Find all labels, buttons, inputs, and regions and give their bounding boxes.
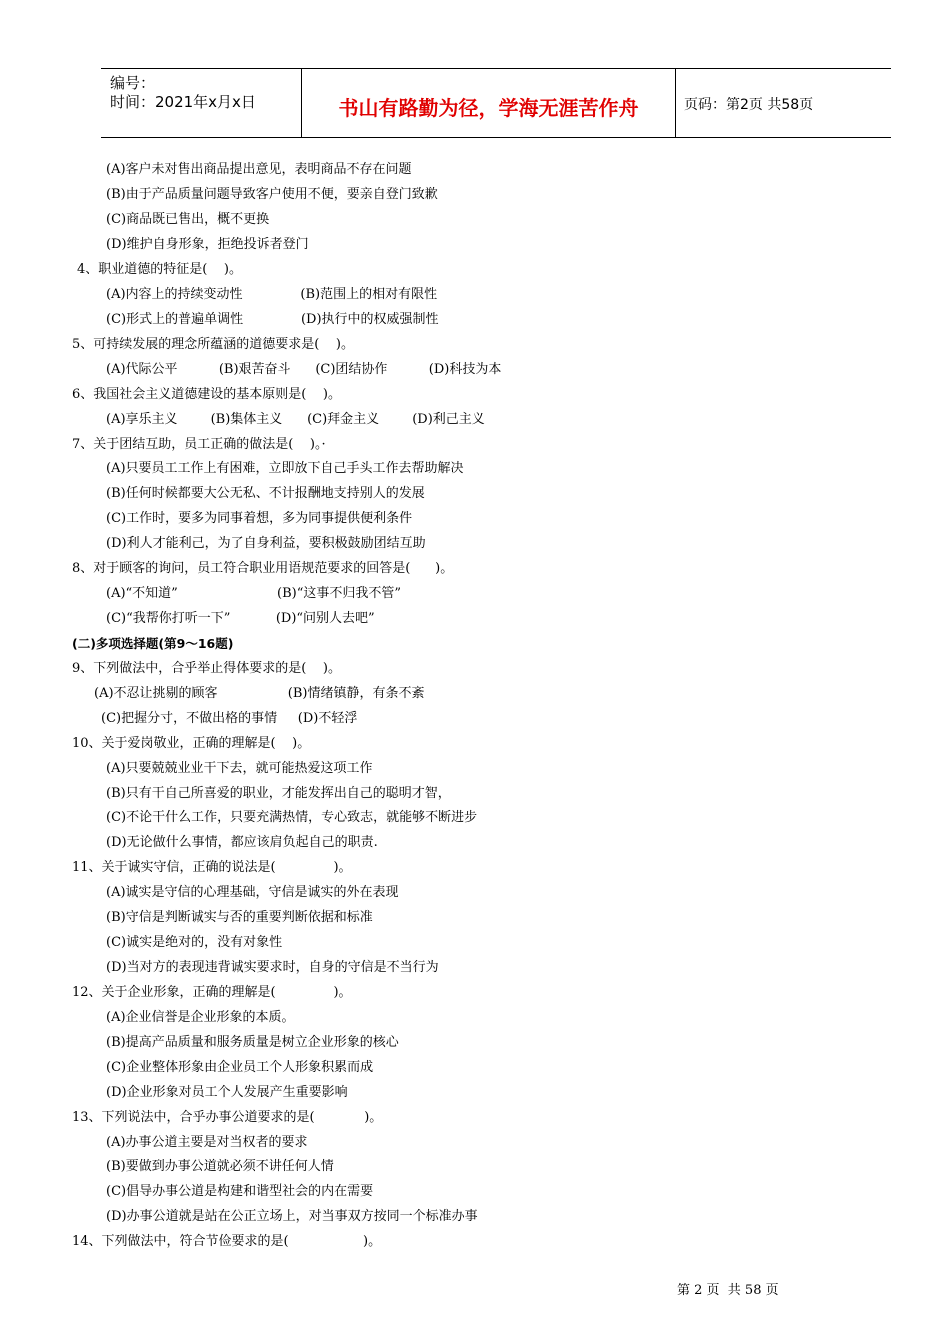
option-line: (C)商品既已售出，概不更换	[106, 212, 270, 227]
option-line: (B)提高产品质量和服务质量是树立企业形象的核心	[106, 1035, 399, 1050]
question-line: 6、我国社会主义道德建设的基本原则是( )。	[72, 387, 341, 402]
option-line: (D)无论做什么事情，都应该肩负起自己的职责.	[106, 835, 378, 850]
option-line: (A)诚实是守信的心理基础，守信是诚实的外在表现	[106, 885, 399, 900]
option-line: (C)工作时，要多为同事着想，多为同事提供便利条件	[106, 511, 413, 526]
page-label: 页码：第2页 共58页	[684, 97, 814, 113]
option-line: (A)不忍让挑剔的顾客 (B)情绪镇静，有条不紊	[94, 686, 425, 701]
option-line: (A)客户未对售出商品提出意见，表明商品不存在问题	[106, 162, 412, 177]
time-label: 时间：2021年x月x日	[110, 93, 256, 111]
option-line: (B)守信是判断诚实与否的重要判断依据和标准	[106, 910, 373, 925]
option-line: (A)享乐主义 (B)集体主义 (C)拜金主义 (D)利己主义	[106, 412, 485, 427]
option-line: (D)办事公道就是站在公正立场上，对当事双方按同一个标准办事	[106, 1209, 478, 1224]
header-motto-cell	[302, 69, 676, 137]
question-line: 4、职业道德的特征是( )。	[77, 262, 242, 277]
option-line: (D)企业形象对员工个人发展产生重要影响	[106, 1085, 348, 1100]
option-line: (D)维护自身形象，拒绝投诉者登门	[106, 237, 309, 252]
option-line: (A)只要兢兢业业干下去，就可能热爱这项工作	[106, 761, 373, 776]
question-line: 7、关于团结互助，员工正确的做法是( )。·	[72, 437, 326, 452]
option-line: (C)诚实是绝对的，没有对象性	[106, 935, 283, 950]
section-heading: (二)多项选择题(第9～16题)	[72, 636, 234, 651]
option-line: (D)利人才能利己，为了自身利益，要积极鼓励团结互助	[106, 536, 426, 551]
option-line: (C)不论干什么工作，只要充满热情，专心致志，就能够不断进步	[106, 810, 478, 825]
option-line: (C)倡导办事公道是构建和谐型社会的内在需要	[106, 1184, 374, 1199]
document-header	[101, 68, 891, 138]
header-info-cell	[101, 69, 302, 137]
option-line: (C)形式上的普遍单调性 (D)执行中的权威强制性	[106, 312, 439, 327]
motto: 书山有路勤为径，学海无涯苦作舟	[338, 96, 639, 120]
header-page-cell	[676, 69, 891, 137]
option-line: (B)任何时候都要大公无私、不计报酬地支持别人的发展	[106, 486, 425, 501]
question-line: 11、关于诚实守信，正确的说法是( )。	[72, 860, 352, 875]
option-line: (A)“不知道” (B)“这事不归我不管”	[106, 586, 401, 601]
option-line: (A)企业信誉是企业形象的本质。	[106, 1010, 295, 1025]
option-line: (A)只要员工工作上有困难，立即放下自己手头工作去帮助解决	[106, 461, 464, 476]
question-line: 10、关于爱岗敬业，正确的理解是( )。	[72, 736, 311, 751]
option-line: (C)把握分寸，不做出格的事情 (D)不轻浮	[101, 711, 358, 726]
option-line: (B)由于产品质量问题导致客户使用不便，要亲自登门致歉	[106, 187, 438, 202]
option-line: (B)要做到办事公道就必须不讲任何人情	[106, 1159, 334, 1174]
option-line: (B)只有干自己所喜爱的职业，才能发挥出自己的聪明才智，	[106, 786, 451, 801]
option-line: (A)办事公道主要是对当权者的要求	[106, 1135, 308, 1150]
question-line: 13、下列说法中，合乎办事公道要求的是( )。	[72, 1110, 383, 1125]
question-line: 8、对于顾客的询问，员工符合职业用语规范要求的回答是( )。	[72, 561, 454, 576]
option-line: (C)企业整体形象由企业员工个人形象积累而成	[106, 1060, 374, 1075]
question-line: 14、下列做法中，符合节俭要求的是( )。	[72, 1234, 382, 1249]
question-line: 12、关于企业形象，正确的理解是( )。	[72, 985, 352, 1000]
option-line: (A)内容上的持续变动性 (B)范围上的相对有限性	[106, 287, 438, 302]
page-footer: 第 2 页 共 58 页	[677, 1283, 779, 1298]
option-line: (C)“我帮你打听一下” (D)“问别人去吧”	[106, 611, 375, 626]
question-line: 5、可持续发展的理念所蕴涵的道德要求是( )。	[72, 337, 354, 352]
question-line: 9、下列做法中，合乎举止得体要求的是( )。	[72, 661, 341, 676]
option-line: (A)代际公平 (B)艰苦奋斗 (C)团结协作 (D)科技为本	[106, 362, 502, 377]
code-label: 编号：	[110, 74, 156, 92]
option-line: (D)当对方的表现违背诚实要求时，自身的守信是不当行为	[106, 960, 439, 975]
